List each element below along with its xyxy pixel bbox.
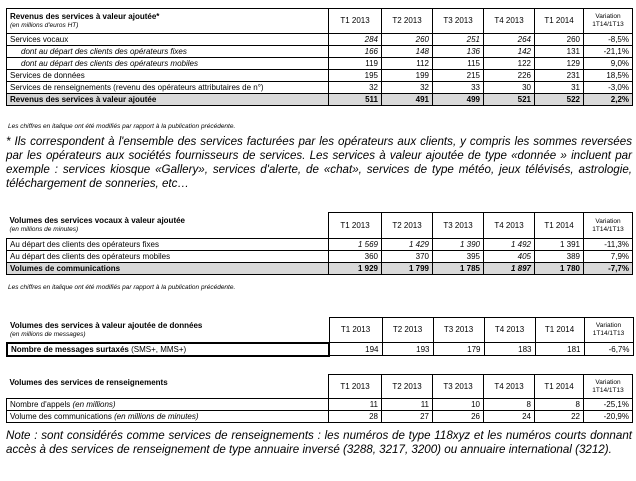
table-title: Volumes des services vocaux à valeur ajoutée: [9, 215, 185, 225]
table-footnote: Les chiffres en italique ont été modifiés par rapport à la publication précédente.: [8, 123, 236, 130]
cell: 22: [535, 411, 584, 423]
variation-label: Variation: [595, 322, 622, 329]
variation-label: Variation: [595, 378, 621, 386]
variation-cell: 9,0%: [584, 58, 633, 70]
cell: 226: [484, 70, 535, 82]
cell: 183: [484, 343, 535, 356]
table-title-cell: [7, 213, 329, 239]
cell: 199: [382, 70, 433, 82]
variation-header: [584, 213, 633, 239]
column-header: T3 2013: [433, 375, 484, 399]
row-label-cell: [7, 399, 329, 411]
cell: 260: [535, 34, 584, 46]
row-label: dont au départ des clients des opérateurs fixes: [7, 46, 329, 58]
cell: 129: [535, 58, 584, 70]
cell: 522: [535, 94, 584, 106]
cell: 360: [329, 251, 382, 263]
column-header: T2 2013: [382, 9, 433, 34]
row-label-suffix: (SMS+, MMS+): [131, 344, 187, 354]
total-row: [7, 263, 633, 275]
variation-cell: 7,9%: [584, 251, 633, 263]
cell: 122: [484, 58, 535, 70]
row-label: Au départ des clients des opérateurs mobiles: [7, 251, 329, 263]
cell: 1 929: [329, 263, 382, 275]
definition-paragraph: * Ils correspondent à l'ensemble des services facturées par les opérateurs aux clients, y compris les sommes reversées par les opérateurs aux sociétés fournisseurs de services. Les services à valeur ajoutée de type «donnée » incluent par exemple : services kiosque «Gallery», services d'alerte, de «chat», services de type météo, jeux télévisés, astrologie, téléchargement de sonneries, etc…: [6, 135, 632, 190]
variation-cell: -25,1%: [584, 399, 633, 411]
table-row: [7, 46, 633, 58]
cell: 181: [535, 343, 584, 356]
cell: 136: [433, 46, 484, 58]
cell: 511: [329, 94, 382, 106]
cell: 32: [382, 82, 433, 94]
cell: 389: [535, 251, 584, 263]
table-title-cell: [7, 9, 329, 34]
row-label-cell: [7, 411, 329, 423]
cell: 179: [433, 343, 484, 356]
column-header: T2 2013: [382, 318, 433, 343]
row-label: dont au départ des clients des opérateurs mobiles: [7, 58, 329, 70]
cell: 1 897: [484, 263, 535, 275]
variation-cell: -3,0%: [584, 82, 633, 94]
cell: 115: [433, 58, 484, 70]
variation-cell: -8,5%: [584, 34, 633, 46]
cell: 260: [382, 34, 433, 46]
table-unit: (en millions de messages): [10, 330, 86, 338]
row-label: Nombre d'appels: [10, 400, 71, 409]
row-label-cell: [7, 343, 329, 356]
column-header: T1 2014: [535, 375, 584, 399]
table-title: Volumes des services de renseignements: [9, 377, 168, 387]
cell: 395: [433, 251, 484, 263]
cell: 405: [484, 251, 535, 263]
cell: 30: [484, 82, 535, 94]
voice-volume-table: [6, 212, 633, 275]
row-label: Volume des communications: [10, 412, 112, 421]
table-row: [7, 70, 633, 82]
cell: 148: [382, 46, 433, 58]
variation-header: [584, 375, 633, 399]
cell: 24: [484, 411, 535, 423]
column-header: T3 2013: [433, 318, 484, 343]
variation-label: Variation: [595, 13, 621, 20]
cell: 370: [382, 251, 433, 263]
column-header: T4 2013: [484, 9, 535, 34]
column-header: T3 2013: [433, 213, 484, 239]
variation-period: 1T14/1T13: [592, 386, 624, 394]
row-label: Au départ des clients des opérateurs fixes: [7, 239, 329, 251]
cell: 195: [329, 70, 382, 82]
table-row: [7, 343, 633, 356]
cell: 11: [329, 399, 382, 411]
cell: 1 429: [382, 239, 433, 251]
cell: 499: [433, 94, 484, 106]
column-header: T1 2013: [329, 318, 382, 343]
cell: 1 390: [433, 239, 484, 251]
row-label: Volumes de communications: [7, 263, 329, 275]
row-label: Revenus des services à valeur ajoutée: [7, 94, 329, 106]
column-header: T4 2013: [484, 318, 535, 343]
variation-cell: -7,7%: [584, 263, 633, 275]
cell: 26: [433, 411, 484, 423]
row-label: Nombre de messages surtaxés: [11, 344, 129, 354]
total-row: [7, 94, 633, 106]
vas-revenue-table: [6, 8, 633, 106]
cell: 1 391: [535, 239, 584, 251]
column-header: T2 2013: [382, 213, 433, 239]
column-header: T1 2014: [535, 9, 584, 34]
column-header: T1 2013: [329, 9, 382, 34]
directory-volume-table: [6, 374, 633, 423]
column-header: T4 2013: [484, 375, 535, 399]
cell: 10: [433, 399, 484, 411]
table-row: [7, 251, 633, 263]
column-header: T4 2013: [484, 213, 535, 239]
cell: 1 492: [484, 239, 535, 251]
cell: 131: [535, 46, 584, 58]
cell: 1 799: [382, 263, 433, 275]
cell: 142: [484, 46, 535, 58]
cell: 284: [329, 34, 382, 46]
table-title: Revenus des services à valeur ajoutée*: [10, 12, 160, 21]
cell: 194: [329, 343, 382, 356]
variation-cell: -20,9%: [584, 411, 633, 423]
column-header: T2 2013: [382, 375, 433, 399]
table-footnote: Les chiffres en italique ont été modifiés par rapport à la publication précédente.: [8, 284, 236, 291]
table-row: [7, 82, 633, 94]
variation-period: 1T14/1T13: [592, 21, 624, 28]
variation-cell: -21,1%: [584, 46, 633, 58]
variation-period: 1T14/1T13: [592, 330, 625, 337]
cell: 1 785: [433, 263, 484, 275]
cell: 32: [329, 82, 382, 94]
cell: 521: [484, 94, 535, 106]
row-label: Services de renseignements (revenu des opérateurs attributaires de n°): [7, 82, 329, 94]
cell: 491: [382, 94, 433, 106]
cell: 215: [433, 70, 484, 82]
column-header: T1 2013: [329, 213, 382, 239]
table-title: Volumes des services à valeur ajoutée de données: [10, 320, 203, 330]
cell: 166: [329, 46, 382, 58]
variation-header: [584, 318, 633, 343]
variation-cell: 18,5%: [584, 70, 633, 82]
cell: 27: [382, 411, 433, 423]
cell: 1 780: [535, 263, 584, 275]
cell: 251: [433, 34, 484, 46]
cell: 231: [535, 70, 584, 82]
table-title-cell: [7, 375, 329, 399]
cell: 33: [433, 82, 484, 94]
table-title-cell: [7, 318, 329, 343]
cell: 1 569: [329, 239, 382, 251]
table-unit: (en millions d'euros HT): [10, 22, 79, 29]
cell: 11: [382, 399, 433, 411]
cell: 264: [484, 34, 535, 46]
column-header: T1 2014: [535, 318, 584, 343]
cell: 8: [535, 399, 584, 411]
table-row: [7, 58, 633, 70]
column-header: T1 2014: [535, 213, 584, 239]
variation-period: 1T14/1T13: [592, 225, 624, 233]
row-label: Services de données: [7, 70, 329, 82]
note-paragraph: Note : sont considérés comme services de renseignements : les numéros de type 118xyz et les numéros courts donnant accès à des services de renseignement de type annuaire inversé (3288, 3217, 3200) ou annuaire international (3212).: [6, 429, 632, 456]
variation-cell: 2,2%: [584, 94, 633, 106]
cell: 31: [535, 82, 584, 94]
table-row: [7, 239, 633, 251]
table-row: [7, 34, 633, 46]
cell: 119: [329, 58, 382, 70]
variation-label: Variation: [595, 217, 621, 225]
column-header: T3 2013: [433, 9, 484, 34]
table-row: [7, 399, 633, 411]
cell: 28: [329, 411, 382, 423]
variation-header: [584, 9, 633, 34]
variation-cell: -11,3%: [584, 239, 633, 251]
column-header: T1 2013: [329, 375, 382, 399]
cell: 193: [382, 343, 433, 356]
row-label-suffix: (en millions de minutes): [114, 412, 199, 421]
variation-cell: -6,7%: [584, 343, 633, 356]
row-label: Services vocaux: [7, 34, 329, 46]
data-volume-table: [6, 317, 634, 357]
cell: 112: [382, 58, 433, 70]
row-label-suffix: (en millions): [72, 400, 116, 409]
table-row: [7, 411, 633, 423]
cell: 8: [484, 399, 535, 411]
table-unit: (en millions de minutes): [9, 225, 79, 233]
